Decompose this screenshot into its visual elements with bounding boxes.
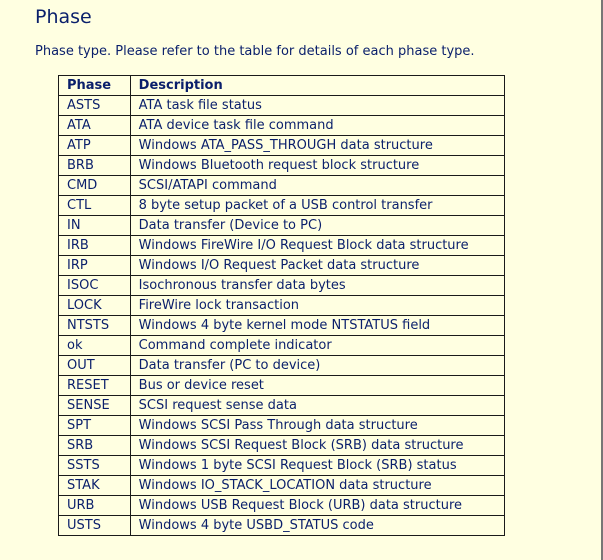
description-cell: ATA device task file command	[130, 116, 504, 136]
phase-cell: URB	[59, 496, 131, 516]
description-cell: Windows 4 byte USBD_STATUS code	[130, 516, 504, 536]
phase-cell: OUT	[59, 356, 131, 376]
column-header-description: Description	[130, 76, 504, 96]
table-row	[59, 96, 505, 116]
table-header-row	[59, 76, 505, 96]
table-row	[59, 496, 505, 516]
intro-text: Phase type. Please refer to the table for details of each phase type.	[35, 44, 475, 59]
phase-cell: LOCK	[59, 296, 131, 316]
description-cell: Windows Bluetooth request block structure	[130, 156, 504, 176]
description-cell: Data transfer (Device to PC)	[130, 216, 504, 236]
table-row	[59, 276, 505, 296]
phase-table	[58, 75, 505, 536]
description-cell: Isochronous transfer data bytes	[130, 276, 504, 296]
table-row	[59, 316, 505, 336]
table-row	[59, 436, 505, 456]
phase-cell: BRB	[59, 156, 131, 176]
phase-cell: CMD	[59, 176, 131, 196]
table-row	[59, 416, 505, 436]
table-row	[59, 216, 505, 236]
column-header-phase: Phase	[59, 76, 131, 96]
description-cell: SCSI/ATAPI command	[130, 176, 504, 196]
table-row	[59, 376, 505, 396]
table-row	[59, 256, 505, 276]
phase-cell: USTS	[59, 516, 131, 536]
description-cell: Windows IO_STACK_LOCATION data structure	[130, 476, 504, 496]
phase-cell: SRB	[59, 436, 131, 456]
phase-cell: IRB	[59, 236, 131, 256]
table-row	[59, 156, 505, 176]
description-cell: SCSI request sense data	[130, 396, 504, 416]
phase-cell: ATA	[59, 116, 131, 136]
phase-cell: SSTS	[59, 456, 131, 476]
description-cell: FireWire lock transaction	[130, 296, 504, 316]
table-row	[59, 136, 505, 156]
phase-cell: SPT	[59, 416, 131, 436]
phase-cell: STAK	[59, 476, 131, 496]
description-cell: Bus or device reset	[130, 376, 504, 396]
phase-cell: NTSTS	[59, 316, 131, 336]
phase-cell: ok	[59, 336, 131, 356]
table-row	[59, 176, 505, 196]
phase-cell: ASTS	[59, 96, 131, 116]
phase-cell: ISOC	[59, 276, 131, 296]
description-cell: Windows 1 byte SCSI Request Block (SRB) status	[130, 456, 504, 476]
table-row	[59, 336, 505, 356]
description-cell: Windows USB Request Block (URB) data structure	[130, 496, 504, 516]
phase-cell: IRP	[59, 256, 131, 276]
description-cell: Windows I/O Request Packet data structure	[130, 256, 504, 276]
description-cell: Windows 4 byte kernel mode NTSTATUS field	[130, 316, 504, 336]
phase-cell: IN	[59, 216, 131, 236]
table-row	[59, 476, 505, 496]
phase-cell: RESET	[59, 376, 131, 396]
table-row	[59, 356, 505, 376]
phase-cell: CTL	[59, 196, 131, 216]
table-row	[59, 396, 505, 416]
table-row	[59, 196, 505, 216]
description-cell: Data transfer (PC to device)	[130, 356, 504, 376]
description-cell: ATA task file status	[130, 96, 504, 116]
phase-cell: ATP	[59, 136, 131, 156]
phase-cell: SENSE	[59, 396, 131, 416]
description-cell: 8 byte setup packet of a USB control transfer	[130, 196, 504, 216]
table-row	[59, 236, 505, 256]
description-cell: Windows SCSI Pass Through data structure	[130, 416, 504, 436]
description-cell: Windows ATA_PASS_THROUGH data structure	[130, 136, 504, 156]
table-row	[59, 456, 505, 476]
table-row	[59, 516, 505, 536]
page-title: Phase	[35, 6, 92, 28]
table-row	[59, 116, 505, 136]
description-cell: Windows SCSI Request Block (SRB) data structure	[130, 436, 504, 456]
description-cell: Command complete indicator	[130, 336, 504, 356]
table-row	[59, 296, 505, 316]
description-cell: Windows FireWire I/O Request Block data structure	[130, 236, 504, 256]
